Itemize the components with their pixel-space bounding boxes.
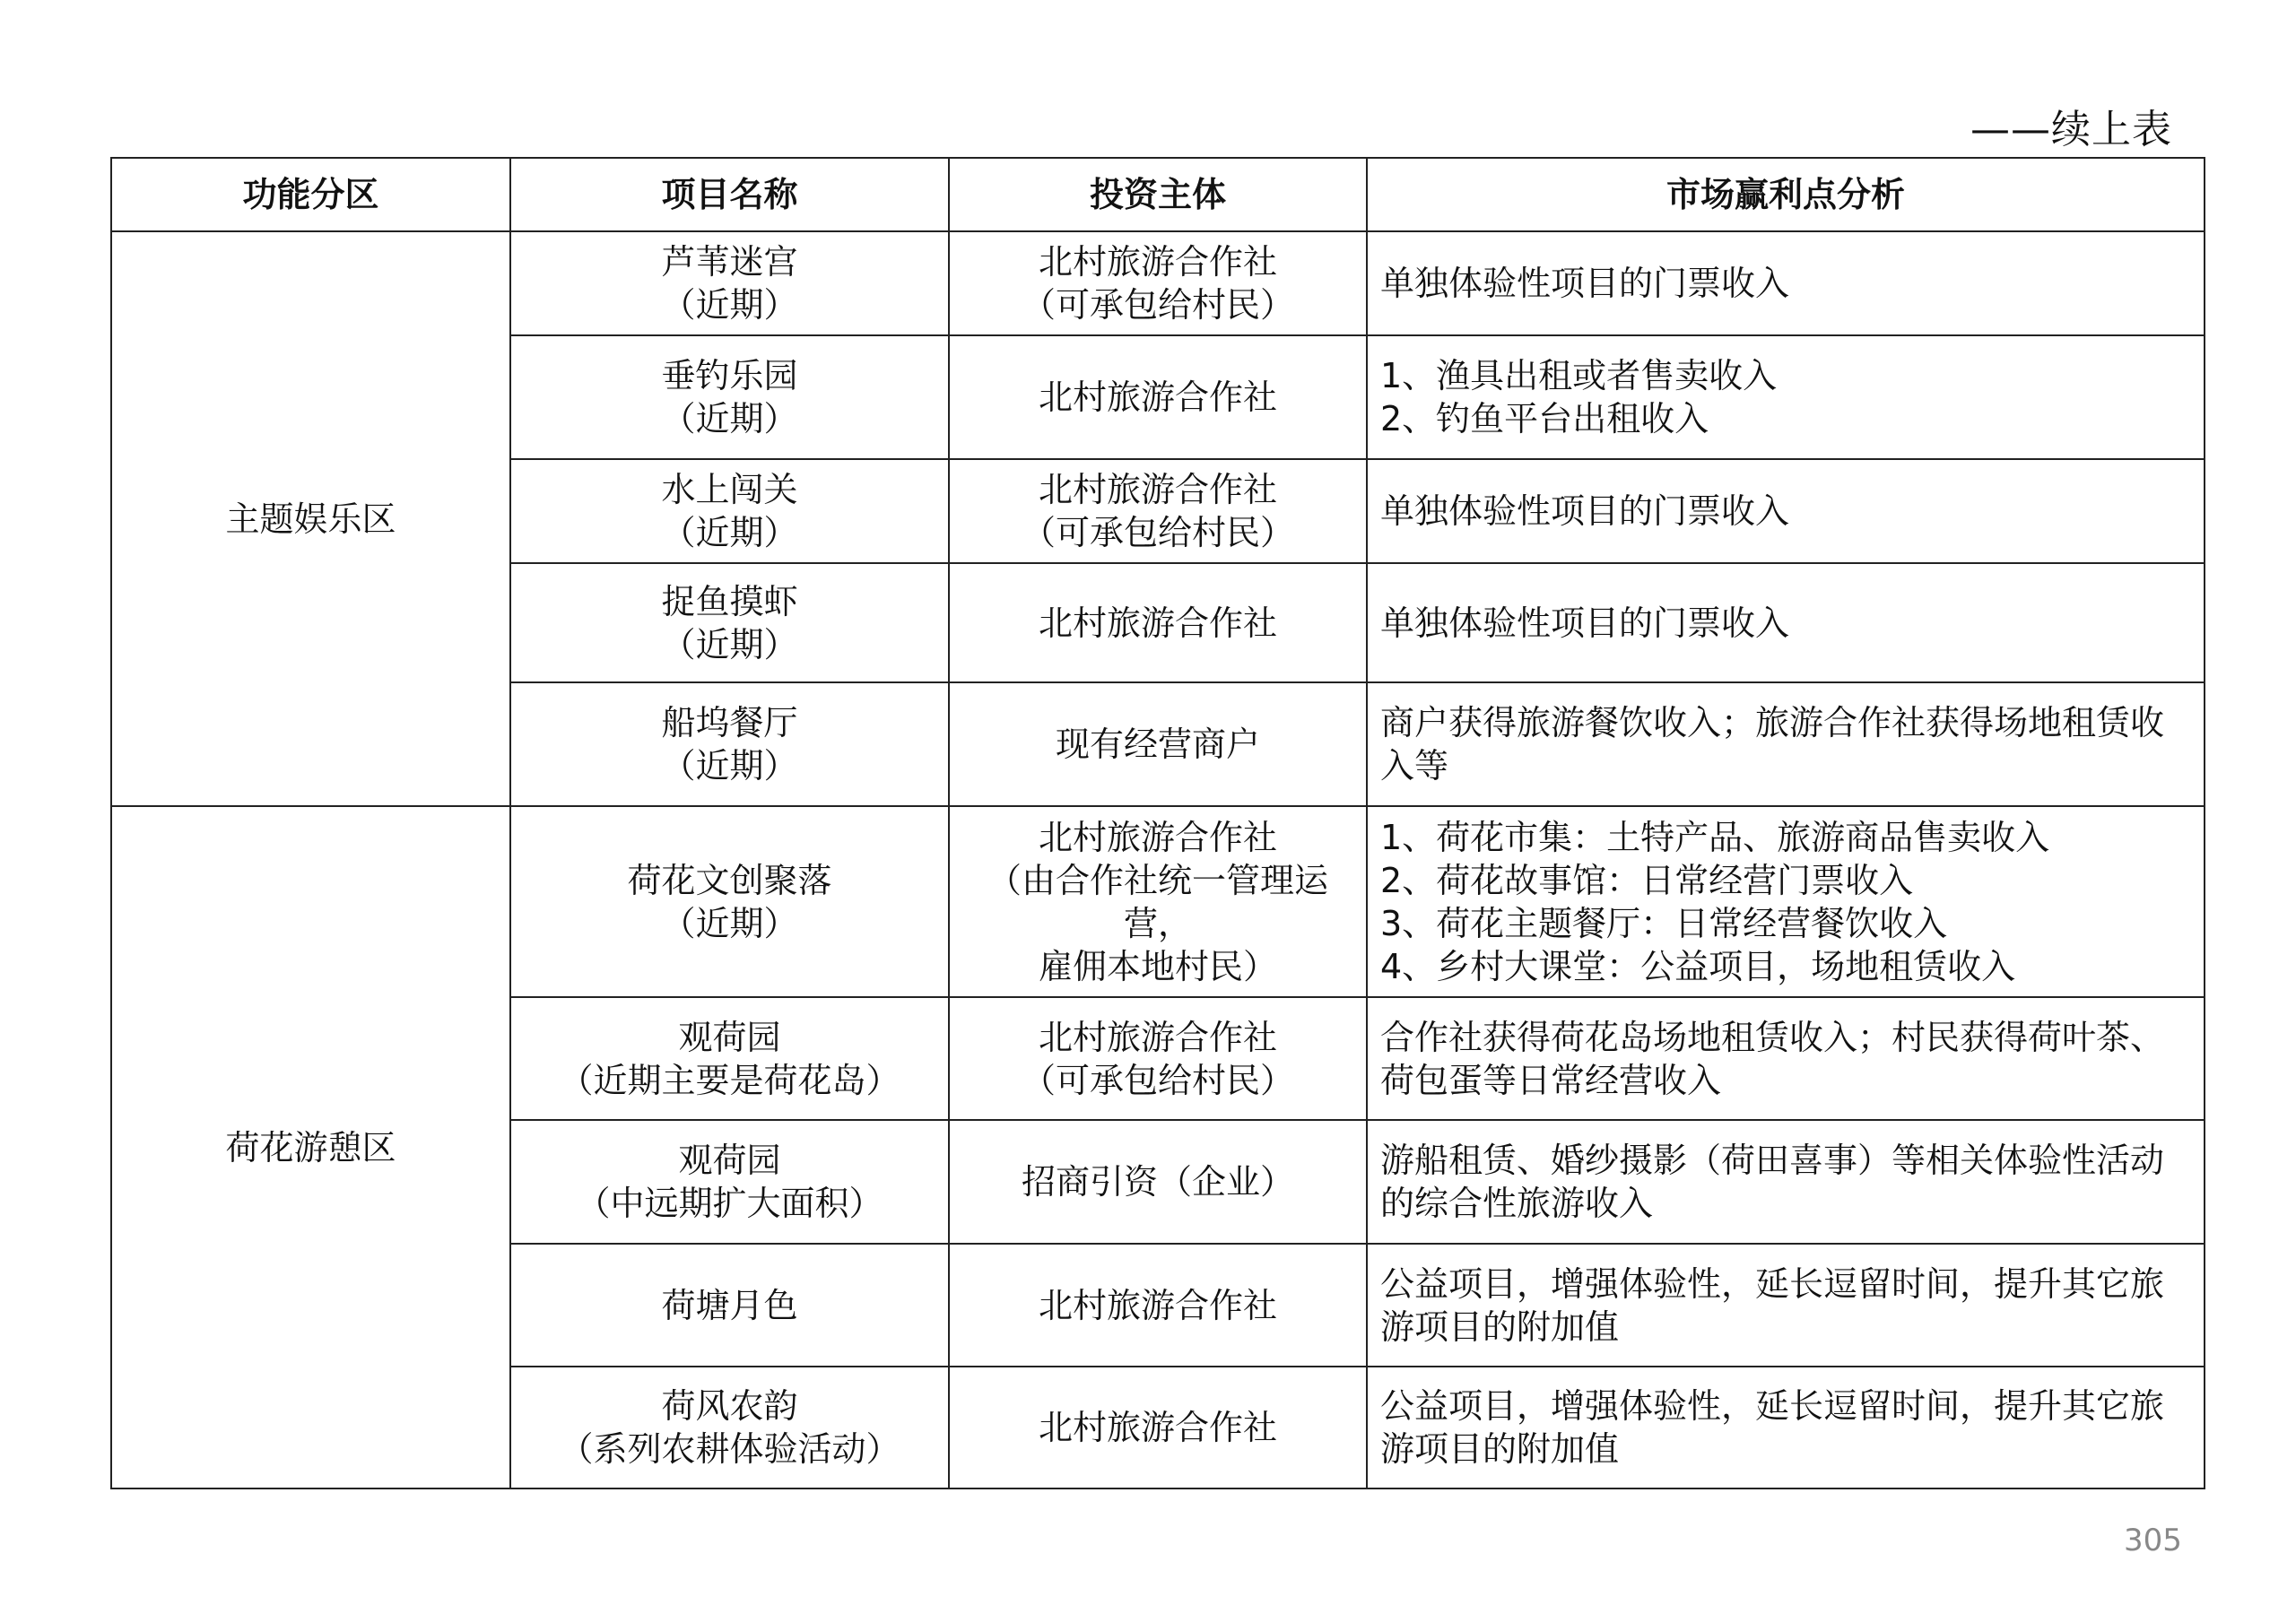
cell-text-line: 单独体验性项目的门票收入: [1380, 603, 1790, 643]
cell-text-line: （近期）: [661, 399, 798, 438]
cell-text-line: 北村旅游合作社: [1038, 242, 1277, 282]
header-profit-analysis: 市场赢利点分析: [1367, 158, 2205, 231]
project-name-cell: [510, 806, 949, 997]
cell-text-line: 游船租赁、婚纱摄影（荷田喜事）等相关体验性活动的综合性旅游收入: [1380, 1141, 2165, 1223]
investor-cell: [949, 1120, 1367, 1244]
cell-text-line: 北村旅游合作社: [1038, 817, 1277, 857]
cell-text-line: 公益项目，增强体验性，延长逗留时间，提升其它旅游项目的附加值: [1380, 1263, 2165, 1347]
cell-text-line: 合作社获得荷花岛场地租赁收入；村民获得荷叶茶、荷包蛋等日常经营收入: [1380, 1017, 2165, 1100]
analysis-cell: [1367, 1367, 2205, 1488]
investor-cell: [949, 682, 1367, 806]
project-name-cell: [510, 231, 949, 335]
investor-cell: [949, 231, 1367, 335]
cell-text-line: 4、乡村大课堂：公益项目，场地租赁收入: [1380, 946, 2016, 986]
cell-text-line: 北村旅游合作社: [1038, 470, 1277, 509]
table-row: [111, 231, 2205, 335]
continued-label: ——续上表: [1970, 107, 2172, 152]
cell-text-line: 观荷园: [678, 1141, 781, 1180]
project-name-cell: [510, 1120, 949, 1244]
cell-text-line: 荷花文创聚落: [627, 860, 832, 900]
cell-text-line: （近期）: [661, 285, 798, 325]
cell-text-line: （可承包给村民）: [1021, 285, 1294, 325]
cell-text-line: 北村旅游合作社: [1038, 1408, 1277, 1447]
analysis-cell: [1367, 563, 2205, 682]
cell-text-line: 1、荷花市集：土特产品、旅游商品售卖收入: [1380, 817, 2050, 857]
cell-text-line: （中远期扩大面积）: [576, 1184, 883, 1223]
investor-cell: [949, 563, 1367, 682]
analysis-cell: [1367, 682, 2205, 806]
analysis-cell: [1367, 997, 2205, 1120]
analysis-cell: [1367, 459, 2205, 563]
cell-text-line: 2、钓鱼平台出租收入: [1380, 399, 1709, 438]
cell-text-line: （近期主要是荷花岛）: [559, 1060, 900, 1100]
cell-text-line: 芦苇迷宫: [661, 242, 798, 282]
cell-text-line: 捉鱼摸虾: [661, 581, 798, 621]
cell-text-line: （由合作社统一管理运营，: [987, 860, 1328, 943]
cell-text-line: 北村旅游合作社: [1038, 378, 1277, 417]
investor-cell: [949, 335, 1367, 459]
project-name-cell: [510, 1244, 949, 1367]
analysis-cell: [1367, 806, 2205, 997]
cell-text-line: 商户获得旅游餐饮收入；旅游合作社获得场地租赁收入等: [1380, 703, 2165, 785]
cell-text-line: （可承包给村民）: [1021, 513, 1294, 552]
revenue-analysis-table: [110, 157, 2205, 1489]
cell-text-line: 水上闯关: [661, 470, 798, 509]
cell-text-line: 雇佣本地村民）: [1038, 946, 1277, 986]
cell-text-line: 招商引资（企业）: [1021, 1162, 1294, 1202]
project-name-cell: [510, 335, 949, 459]
project-name-cell: [510, 997, 949, 1120]
table-header-row: [111, 158, 2205, 231]
cell-text-line: （近期）: [661, 624, 798, 664]
table-row: [111, 806, 2205, 997]
cell-text-line: 北村旅游合作社: [1038, 1017, 1277, 1057]
project-name-cell: [510, 682, 949, 806]
cell-text-line: 单独体验性项目的门票收入: [1380, 491, 1790, 531]
cell-text-line: 荷塘月色: [661, 1285, 798, 1325]
cell-text-line: （近期）: [661, 513, 798, 552]
page-number: 305: [2124, 1523, 2182, 1558]
cell-text-line: 船坞餐厅: [661, 703, 798, 742]
investor-cell: [949, 459, 1367, 563]
investor-cell: [949, 806, 1367, 997]
analysis-cell: [1367, 1244, 2205, 1367]
cell-text-line: 公益项目，增强体验性，延长逗留时间，提升其它旅游项目的附加值: [1380, 1386, 2165, 1469]
project-name-cell: [510, 1367, 949, 1488]
header-project-name: 项目名称: [510, 158, 949, 231]
zone-cell: 荷花游憩区: [111, 806, 510, 1488]
investor-cell: [949, 1244, 1367, 1367]
project-name-cell: [510, 563, 949, 682]
cell-text-line: 观荷园: [678, 1017, 781, 1057]
analysis-cell: [1367, 231, 2205, 335]
cell-text-line: 垂钓乐园: [661, 356, 798, 395]
cell-text-line: （近期）: [661, 746, 798, 785]
cell-text-line: 现有经营商户: [1055, 725, 1260, 764]
cell-text-line: 1、渔具出租或者售卖收入: [1380, 356, 1778, 395]
investor-cell: [949, 1367, 1367, 1488]
header-investor: 投资主体: [949, 158, 1367, 231]
analysis-cell: [1367, 1120, 2205, 1244]
cell-text-line: 2、荷花故事馆：日常经营门票收入: [1380, 860, 1914, 900]
cell-text-line: （近期）: [661, 903, 798, 943]
cell-text-line: 3、荷花主题餐厅：日常经营餐饮收入: [1380, 903, 1948, 943]
project-name-cell: [510, 459, 949, 563]
cell-text-line: （系列农耕体验活动）: [559, 1429, 900, 1469]
header-zone: 功能分区: [111, 158, 510, 231]
cell-text-line: 单独体验性项目的门票收入: [1380, 264, 1790, 303]
zone-cell: 主题娱乐区: [111, 231, 510, 806]
cell-text-line: （可承包给村民）: [1021, 1060, 1294, 1100]
cell-text-line: 北村旅游合作社: [1038, 603, 1277, 643]
cell-text-line: 荷风农韵: [661, 1386, 798, 1426]
cell-text-line: 北村旅游合作社: [1038, 1285, 1277, 1325]
analysis-cell: [1367, 335, 2205, 459]
investor-cell: [949, 997, 1367, 1120]
